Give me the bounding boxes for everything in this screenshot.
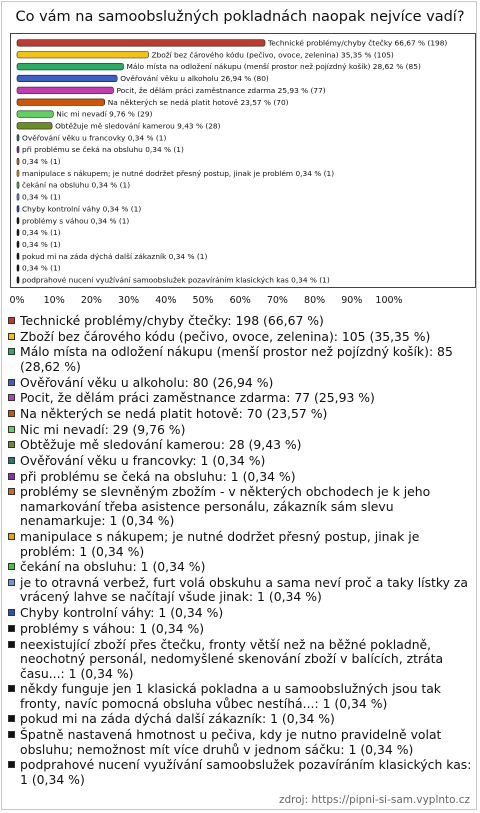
- bar-14: [17, 206, 19, 213]
- bar-label-1: Zboží bez čárového kódu (pečivo, ovoce, zelenina) 35,35 % (105): [151, 50, 394, 60]
- legend-label: problémy s váhou: 1 (0,34 %): [20, 620, 205, 636]
- bar-label-4: Pocit, že dělám práci zaměstnance zdarma 25,93 % (77): [116, 85, 326, 95]
- legend-label: při problému se čeká na obsluhu: 1 (0,34 %): [20, 468, 296, 484]
- x-tick-label: 0%: [9, 295, 25, 306]
- legend-label: podprahové nucení využívání samoobslužek pozavíráním klasických kas: 1 (0,34 %): [20, 757, 472, 787]
- legend-label: někdy funguje jen 1 klasická pokladna a u samoobslužných jsou tak fronty, navíc pomocná obsluha vůbec nestíhá...: 1 (0,34 %): [20, 681, 441, 711]
- legend-label: Na některých se nedá platit hotově: 70 (23,57 %): [20, 405, 328, 421]
- bar-label-18: pokud mi na záda dýchá další zákazník 0,34 % (1): [22, 251, 208, 261]
- x-tick-label: 100%: [375, 295, 403, 306]
- bar-20: [17, 277, 19, 284]
- legend-item: [8, 728, 472, 757]
- legend-swatch: [8, 609, 15, 616]
- legend-swatch: [8, 533, 15, 540]
- bar-label-7: Obtěžuje mě sledování kamerou 9,43 % (28): [55, 121, 221, 131]
- bar-label-20: podprahové nucení využívání samoobslužek pozavíráním klasických kas 0,34 % (1): [22, 275, 330, 285]
- legend-item: [8, 470, 472, 485]
- legend-label: Obtěžuje mě sledování kamerou: 28 (9,43 %): [20, 437, 302, 453]
- bar-19: [17, 265, 19, 272]
- legend-swatch: [8, 410, 15, 417]
- legend: [8, 314, 472, 788]
- legend-label: Chyby kontrolní váhy: 1 (0,34 %): [20, 605, 224, 621]
- bar-6: [17, 111, 53, 118]
- legend-item: [8, 530, 472, 559]
- legend-label: Málo místa na odložení nákupu (menší prostor než pojízdný košík): 85 (28,62 %): [20, 344, 453, 374]
- legend-item: [8, 712, 472, 727]
- legend-label: čekání na obsluhu: 1 (0,34 %): [20, 559, 206, 575]
- legend-swatch: [8, 731, 15, 738]
- legend-swatch: [8, 457, 15, 464]
- x-tick-label: 30%: [118, 295, 140, 306]
- legend-swatch: [8, 348, 15, 355]
- bar-label-13: 0,34 % (1): [22, 192, 61, 202]
- legend-label: Špatně nastavená hmotnost u pečiva, kdy je nutno pravidelně volat obsluhu; nemožnost mít více druhů v jednom sáčku: 1 (0,34 %): [20, 727, 442, 757]
- legend-swatch: [8, 426, 15, 433]
- legend-item: [8, 622, 472, 637]
- legend-item: [8, 407, 472, 422]
- bar-label-8: Ověřování věku u francovky 0,34 % (1): [22, 133, 167, 143]
- bar-1: [17, 52, 149, 59]
- legend-label: Nic mi nevadí: 29 (9,76 %): [20, 421, 186, 437]
- legend-swatch: [8, 685, 15, 692]
- source-credit: zdroj: https://pipni-si-sam.vyplnto.cz: [278, 794, 470, 806]
- legend-label: Ověřování věku u alkoholu: 80 (26,94 %): [20, 374, 274, 390]
- legend-item: [8, 485, 472, 529]
- bar-16: [17, 229, 19, 236]
- legend-swatch: [8, 579, 15, 586]
- bar-label-14: Chyby kontrolní váhy 0,34 % (1): [22, 204, 142, 214]
- bar-label-10: 0,34 % (1): [22, 157, 61, 166]
- bar-label-16: 0,34 % (1): [22, 228, 61, 238]
- legend-item: [8, 438, 472, 453]
- legend-label: Technické problémy/chyby čtečky: 198 (66,67 %): [20, 313, 324, 328]
- legend-swatch: [8, 641, 15, 648]
- legend-label: je to otravná verbež, furt volá obskuhu a sama neví proč a taky lístky za vrácený lahve se načítají všude jinak: 1 (0,34 %): [20, 574, 469, 605]
- bar-0: [17, 40, 265, 47]
- legend-swatch: [8, 563, 15, 570]
- legend-label: neexistující zboží přes čtečku, fronty větší než na běžné pokladně, neochotný personál, nedomyšlené skenování zboží v balících, ztráta času...: 1 (0,34 %): [20, 636, 444, 681]
- bar-label-19: 0,34 % (1): [22, 263, 61, 273]
- bar-chart: [0, 0, 480, 310]
- bar-15: [17, 217, 19, 224]
- bar-4: [17, 87, 114, 94]
- legend-item: [8, 560, 472, 575]
- legend-swatch: [8, 488, 15, 495]
- bar-12: [17, 182, 19, 189]
- legend-label: pokud mi na záda dýchá další zákazník: 1 (0,34 %): [20, 711, 335, 727]
- bar-label-3: Ověřování věku u alkoholu 26,94 % (80): [120, 74, 269, 84]
- legend-item: [8, 391, 472, 406]
- bar-7: [17, 123, 52, 130]
- x-tick-label: 10%: [43, 295, 65, 306]
- chart-title: Co vám na samoobslužných pokladnách naopak nejvíce vadí?: [15, 9, 465, 25]
- bar-9: [17, 146, 19, 153]
- bar-label-6: Nic mi nevadí 9,76 % (29): [56, 109, 153, 119]
- bar-11: [17, 170, 19, 177]
- legend-label: Pocit, že dělám práci zaměstnance zdarma: 77 (25,93 %): [20, 390, 375, 406]
- x-tick-label: 70%: [266, 295, 288, 306]
- bar-label-11: manipulace s nákupem; je nutné dodržet přesný postup, jinak je problém 0,34 % (1): [22, 168, 335, 178]
- legend-swatch: [8, 625, 15, 632]
- bar-label-17: 0,34 % (1): [22, 240, 61, 249]
- bar-10: [17, 158, 19, 165]
- legend-swatch: [8, 761, 15, 768]
- legend-item: [8, 576, 472, 605]
- x-tick-label: 80%: [304, 295, 326, 306]
- legend-swatch: [8, 379, 15, 386]
- legend-item: [8, 330, 472, 345]
- bar-5: [17, 99, 105, 106]
- legend-item: [8, 454, 472, 469]
- x-tick-label: 20%: [80, 295, 102, 306]
- legend-item: [8, 758, 472, 787]
- x-tick-label: 90%: [341, 295, 363, 306]
- bar-label-9: při problému se čeká na obsluhu 0,34 % (1): [22, 145, 184, 155]
- legend-swatch: [8, 441, 15, 448]
- legend-swatch: [8, 394, 15, 401]
- bar-13: [17, 194, 19, 201]
- bar-label-12: čekání na obsluhu 0,34 % (1): [22, 180, 131, 190]
- bar-3: [17, 75, 117, 82]
- bar-2: [17, 63, 124, 70]
- legend-label: Ověřování věku u francovky: 1 (0,34 %): [20, 453, 266, 468]
- bar-17: [17, 241, 19, 248]
- legend-swatch: [8, 317, 15, 324]
- legend-swatch: [8, 473, 15, 480]
- legend-swatch: [8, 333, 15, 340]
- bar-18: [17, 253, 19, 260]
- x-tick-label: 50%: [192, 295, 214, 306]
- legend-item: [8, 376, 472, 391]
- legend-label: problémy se slevněným zbožím - v některých obchodech je k jeho namarkování třeba asistence personálu, zákazník sám slevu nenamarkuje: 1 (0,34 %): [20, 484, 431, 529]
- bar-8: [17, 135, 19, 142]
- legend-item: [8, 314, 472, 329]
- bar-label-5: Na některých se nedá platit hotově 23,57 % (70): [107, 97, 289, 107]
- bar-label-15: problémy s váhou 0,34 % (1): [22, 216, 130, 226]
- bar-label-0: Technické problémy/chyby čtečky 66,67 % (198): [268, 38, 448, 48]
- legend-label: manipulace s nákupem; je nutné dodržet přesný postup, jinak je problém: 1 (0,34 %): [20, 529, 420, 559]
- x-tick-label: 40%: [155, 295, 177, 306]
- legend-item: [8, 638, 472, 682]
- bar-label-2: Málo místa na odložení nákupu (menší prostor než pojízdný košík) 28,62 % (85): [126, 62, 421, 72]
- legend-item: [8, 682, 472, 711]
- legend-swatch: [8, 715, 15, 722]
- legend-item: [8, 423, 472, 438]
- legend-item: [8, 345, 472, 374]
- legend-label: Zboží bez čárového kódu (pečivo, ovoce, zelenina): 105 (35,35 %): [20, 328, 431, 344]
- x-tick-label: 60%: [229, 295, 251, 306]
- legend-item: [8, 606, 472, 621]
